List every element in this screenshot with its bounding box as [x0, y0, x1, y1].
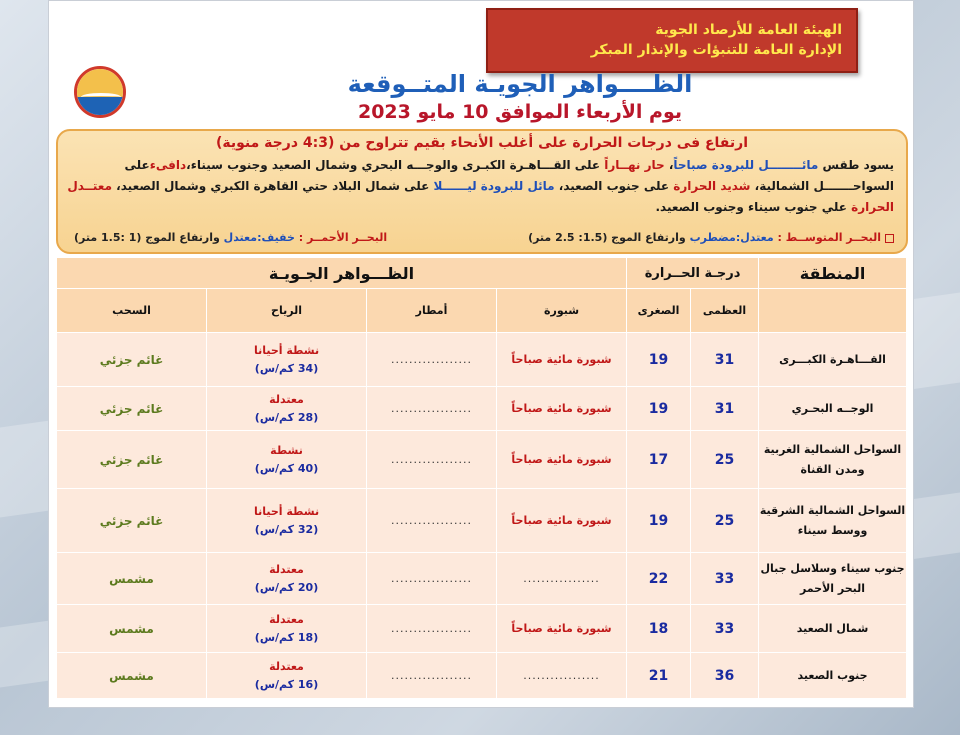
alert-text: مائل للبرودة ليــــــلا — [433, 179, 555, 193]
cell-rain: .................. — [367, 489, 497, 553]
cell-region: القـــاهـرة الكبـــرى — [759, 333, 907, 387]
cell-max: 25 — [691, 489, 759, 553]
cell-clouds: مشمس — [57, 653, 207, 699]
alert-text: معتــدل الحرارة — [67, 179, 894, 214]
alert-text: على شمال البلاد حتي القاهرة الكبري وشمال الصعيد، — [112, 179, 434, 193]
alert-headline: ارتفاع فى درجات الحرارة على أغلب الأنحاء بقيم تتراوح من (4:3 درجة منوية) — [216, 135, 748, 151]
wind-speed: (20 كم/س) — [254, 580, 319, 594]
forecast-date: يوم الأربعاء الموافق 10 مايو 2023 — [357, 101, 683, 123]
header-fog: شبورة — [497, 289, 627, 333]
cell-fog: شبورة مائية صباحاً — [497, 605, 627, 653]
cell-fog: شبورة مائية صباحاً — [497, 333, 627, 387]
table-row — [57, 553, 907, 605]
header-rain: أمطار — [367, 289, 497, 333]
cell-wind — [207, 605, 367, 653]
cell-min: 17 — [627, 431, 691, 489]
table-row — [57, 489, 907, 553]
cell-rain: .................. — [367, 333, 497, 387]
red-state: خفيف:معتدل — [223, 231, 299, 244]
header-min: الصغرى — [627, 289, 691, 333]
wind-speed: (40 كم/س) — [254, 461, 319, 475]
table-row — [57, 431, 907, 489]
alert-text: علي جنوب سيناء وجنوب الصعيد. — [655, 200, 852, 214]
cell-max: 25 — [691, 431, 759, 489]
cell-wind — [207, 431, 367, 489]
cell-clouds: مشمس — [57, 553, 207, 605]
cell-rain: .................. — [367, 387, 497, 431]
alert-box — [56, 129, 908, 254]
alert-text: على السواحـــــــل الشمالية، — [124, 158, 894, 193]
alert-text: يسود طقس — [818, 158, 894, 172]
cell-fog: ................. — [497, 553, 627, 605]
authority-header — [486, 8, 858, 73]
cell-rain: .................. — [367, 431, 497, 489]
header-temperature: درجـة الحــرارة — [627, 258, 759, 289]
table-row — [57, 387, 907, 431]
header-phenomena: الظـــواهر الجـويـة — [57, 258, 627, 289]
med-wave: وارتفاع الموج (1.5: 2.5 متر) — [528, 231, 690, 244]
red-label: البحــر الأحمــر : — [298, 231, 388, 244]
cell-wind — [207, 489, 367, 553]
cell-region: جنوب سيناء وسلاسل جبال البحر الأحمر — [759, 553, 907, 605]
forecast-table — [56, 257, 907, 699]
checkbox-icon — [885, 234, 894, 243]
table-row — [57, 333, 907, 387]
wind-speed: (34 كم/س) — [254, 361, 319, 375]
wind-desc: معتدلة — [269, 612, 304, 626]
cell-clouds: مشمس — [57, 605, 207, 653]
cell-region: الوجــه البحـري — [759, 387, 907, 431]
alert-text: مائــــــــل للبرودة صباحاً — [673, 158, 819, 172]
authority-name: الهيئة العامة للأرصاد الجوية — [655, 22, 842, 38]
cell-min: 21 — [627, 653, 691, 699]
cell-max: 33 — [691, 553, 759, 605]
header-region: المنطقة — [759, 258, 907, 289]
alert-text: على جنوب الصعيد، — [554, 179, 674, 193]
med-label: البحــر المتوســط : — [777, 231, 881, 244]
cell-fog: شبورة مائية صباحاً — [497, 489, 627, 553]
alert-text: على القـــاهـرة الكبـرى والوجـــه البحري وشمال الصعيد وجنوب سيناء، — [186, 158, 605, 172]
table-row — [57, 605, 907, 653]
red-wave: وارتفاع الموج (1 :1.5 متر) — [74, 231, 224, 244]
wind-desc: معتدلة — [269, 659, 304, 673]
cell-wind — [207, 653, 367, 699]
table-row — [57, 653, 907, 699]
cell-wind — [207, 387, 367, 431]
page-title: الظــــواهر الجويـة المتــوقعة — [347, 70, 693, 98]
department-name: الإدارة العامة للتنبؤات والإنذار المبكر — [590, 42, 842, 58]
wind-speed: (32 كم/س) — [254, 522, 319, 536]
cell-clouds: غائم جزئي — [57, 387, 207, 431]
cell-wind — [207, 333, 367, 387]
wind-desc: معتدلة — [269, 562, 304, 576]
cell-region: شمال الصعيد — [759, 605, 907, 653]
cell-rain: .................. — [367, 605, 497, 653]
cell-max: 31 — [691, 333, 759, 387]
cell-fog: شبورة مائية صباحاً — [497, 431, 627, 489]
wind-speed: (18 كم/س) — [254, 630, 319, 644]
cell-min: 19 — [627, 489, 691, 553]
cell-min: 19 — [627, 387, 691, 431]
cell-wind — [207, 553, 367, 605]
cell-fog: شبورة مائية صباحاً — [497, 387, 627, 431]
logo-wave — [81, 93, 121, 101]
cell-rain: .................. — [367, 653, 497, 699]
cell-clouds: غائم جزئي — [57, 333, 207, 387]
wind-speed: (28 كم/س) — [254, 410, 319, 424]
header-max: العظمى — [691, 289, 759, 333]
alert-text: دافىء — [149, 158, 187, 172]
alert-text: شديد الحرارة — [673, 179, 751, 193]
wind-desc: نشطة أحيانا — [253, 504, 320, 518]
cell-min: 18 — [627, 605, 691, 653]
wind-desc: نشطة أحيانا — [253, 343, 320, 357]
cell-region: جنوب الصعيد — [759, 653, 907, 699]
authority-logo — [74, 66, 126, 118]
cell-fog: ................. — [497, 653, 627, 699]
cell-clouds: غائم جزئي — [57, 431, 207, 489]
med-state: معتدل:مضطرب — [689, 231, 778, 244]
red-sea-state — [74, 231, 387, 244]
cell-rain: .................. — [367, 553, 497, 605]
alert-text: ، — [664, 158, 674, 172]
header-spacer — [759, 289, 907, 333]
header-clouds: السحب — [57, 289, 207, 333]
wind-speed: (16 كم/س) — [254, 677, 319, 691]
header-wind: الرياح — [207, 289, 367, 333]
cell-max: 36 — [691, 653, 759, 699]
wind-desc: نشطة — [270, 443, 303, 457]
cell-min: 19 — [627, 333, 691, 387]
cell-clouds: غائم جزئي — [57, 489, 207, 553]
cell-max: 31 — [691, 387, 759, 431]
alert-body — [66, 155, 894, 218]
wind-desc: معتدلة — [269, 392, 304, 406]
cell-min: 22 — [627, 553, 691, 605]
cell-region: السواحل الشمالية الشرقية ووسط سيناء — [759, 489, 907, 553]
cell-max: 33 — [691, 605, 759, 653]
alert-text: حار نهــاراً — [604, 158, 665, 172]
cell-region: السواحل الشمالية الغربية ومدن القناة — [759, 431, 907, 489]
